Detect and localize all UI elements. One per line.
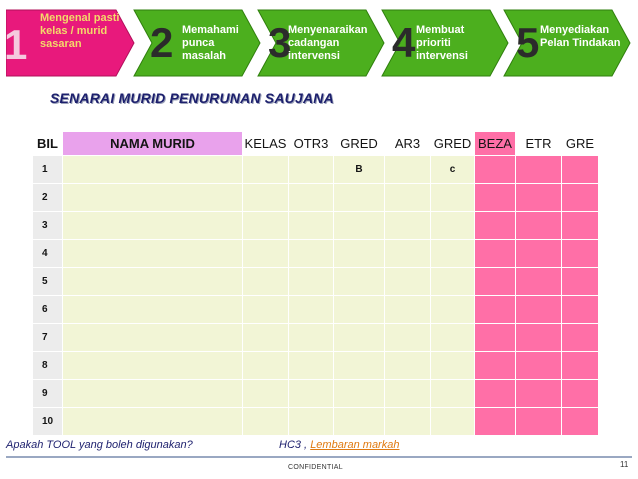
header-gre: GRE	[562, 132, 599, 156]
step-2-label: Memahami punca masalah	[182, 24, 239, 62]
table-row	[33, 240, 599, 268]
table-row	[33, 268, 599, 296]
step-3-label: Menyenaraikan cadangan intervensi	[288, 24, 368, 62]
header-otr3: OTR3	[289, 132, 334, 156]
table-header-row	[33, 132, 599, 156]
cell-gred-2[interactable]	[431, 268, 475, 296]
table-row	[33, 184, 599, 212]
cell-etr[interactable]	[516, 156, 562, 184]
cell-etr[interactable]	[516, 380, 562, 408]
cell-gred-1[interactable]	[334, 240, 385, 268]
cell-etr[interactable]	[516, 296, 562, 324]
header-nama-murid: NAMA MURID	[63, 132, 243, 156]
cell-gred-1[interactable]	[334, 296, 385, 324]
cell-kelas[interactable]	[243, 380, 289, 408]
cell-gred-2[interactable]	[431, 240, 475, 268]
cell-otr3[interactable]	[289, 184, 334, 212]
cell-bil: 4	[33, 240, 63, 268]
cell-etr[interactable]	[516, 408, 562, 436]
cell-otr3[interactable]	[289, 212, 334, 240]
tool-answer	[279, 439, 399, 451]
table-row	[33, 408, 599, 436]
cell-nama-murid[interactable]	[63, 296, 243, 324]
cell-nama-murid[interactable]	[63, 240, 243, 268]
step-2	[132, 8, 264, 78]
cell-gre[interactable]	[562, 380, 599, 408]
cell-kelas[interactable]	[243, 408, 289, 436]
cell-gre[interactable]	[562, 240, 599, 268]
header-ar3: AR3	[385, 132, 431, 156]
cell-gre[interactable]	[562, 156, 599, 184]
cell-gre[interactable]	[562, 324, 599, 352]
cell-nama-murid[interactable]	[63, 268, 243, 296]
header-gred-2: GRED	[431, 132, 475, 156]
footer-divider	[6, 456, 632, 458]
header-gred-1: GRED	[334, 132, 385, 156]
table-row	[33, 324, 599, 352]
step-1-number: 1	[4, 21, 28, 68]
cell-beza[interactable]	[475, 324, 516, 352]
tool-question: Apakah TOOL yang boleh digunakan?	[6, 439, 193, 451]
cell-ar3[interactable]	[385, 184, 431, 212]
cell-kelas[interactable]	[243, 212, 289, 240]
cell-nama-murid[interactable]	[63, 184, 243, 212]
cell-nama-murid[interactable]	[63, 324, 243, 352]
cell-kelas[interactable]	[243, 296, 289, 324]
step-4-label: Membuat prioriti intervensi	[416, 24, 468, 62]
cell-etr[interactable]	[516, 212, 562, 240]
cell-kelas[interactable]	[243, 240, 289, 268]
cell-beza[interactable]	[475, 380, 516, 408]
cell-beza[interactable]	[475, 352, 516, 380]
cell-gred-1[interactable]	[334, 212, 385, 240]
header-beza: BEZA	[475, 132, 516, 156]
cell-ar3[interactable]	[385, 324, 431, 352]
cell-gred-2[interactable]	[431, 184, 475, 212]
step-4	[380, 8, 512, 78]
cell-beza[interactable]	[475, 240, 516, 268]
process-steps	[6, 8, 634, 78]
cell-gre[interactable]	[562, 184, 599, 212]
cell-gred-1[interactable]	[334, 184, 385, 212]
confidential-label: CONFIDENTIAL	[288, 464, 343, 471]
cell-gred-2[interactable]: c	[431, 156, 475, 184]
step-2-number: 2	[150, 19, 174, 66]
cell-bil: 8	[33, 352, 63, 380]
cell-otr3[interactable]	[289, 324, 334, 352]
cell-bil: 7	[33, 324, 63, 352]
cell-ar3[interactable]	[385, 352, 431, 380]
cell-beza[interactable]	[475, 156, 516, 184]
cell-gred-1[interactable]	[334, 324, 385, 352]
step-4-number: 4	[392, 19, 416, 66]
table-row	[33, 296, 599, 324]
cell-gre[interactable]	[562, 296, 599, 324]
cell-kelas[interactable]	[243, 156, 289, 184]
cell-otr3[interactable]	[289, 240, 334, 268]
cell-bil: 6	[33, 296, 63, 324]
header-kelas: KELAS	[243, 132, 289, 156]
cell-kelas[interactable]	[243, 352, 289, 380]
cell-nama-murid[interactable]	[63, 212, 243, 240]
cell-bil: 1	[33, 156, 63, 184]
cell-nama-murid[interactable]	[63, 156, 243, 184]
cell-beza[interactable]	[475, 212, 516, 240]
cell-etr[interactable]	[516, 268, 562, 296]
cell-bil: 10	[33, 408, 63, 436]
cell-gred-2[interactable]	[431, 352, 475, 380]
section-title: SENARAI MURID PENURUNAN SAUJANA	[50, 90, 334, 106]
cell-ar3[interactable]	[385, 296, 431, 324]
tool-answer-prefix: HC3 ,	[279, 439, 311, 451]
cell-nama-murid[interactable]	[63, 408, 243, 436]
header-bil: BIL	[33, 132, 63, 156]
cell-gred-2[interactable]	[431, 212, 475, 240]
step-1-label: Mengenal pasti kelas / murid sasaran	[40, 12, 120, 50]
cell-bil: 3	[33, 212, 63, 240]
cell-ar3[interactable]	[385, 380, 431, 408]
cell-etr[interactable]	[516, 240, 562, 268]
cell-etr[interactable]	[516, 324, 562, 352]
header-etr: ETR	[516, 132, 562, 156]
cell-bil: 5	[33, 268, 63, 296]
cell-gre[interactable]	[562, 268, 599, 296]
cell-ar3[interactable]	[385, 240, 431, 268]
cell-gred-1[interactable]: B	[334, 156, 385, 184]
step-3	[256, 8, 388, 78]
step-5-number: 5	[516, 19, 540, 66]
cell-gre[interactable]	[562, 212, 599, 240]
cell-otr3[interactable]	[289, 268, 334, 296]
lembaran-markah-link[interactable]: Lembaran markah	[310, 439, 400, 451]
cell-beza[interactable]	[475, 296, 516, 324]
cell-otr3[interactable]	[289, 156, 334, 184]
cell-nama-murid[interactable]	[63, 352, 243, 380]
cell-gred-1[interactable]	[334, 352, 385, 380]
cell-beza[interactable]	[475, 268, 516, 296]
cell-otr3[interactable]	[289, 408, 334, 436]
cell-gre[interactable]	[562, 408, 599, 436]
cell-gred-2[interactable]	[431, 380, 475, 408]
cell-etr[interactable]	[516, 352, 562, 380]
cell-etr[interactable]	[516, 184, 562, 212]
cell-gred-1[interactable]	[334, 268, 385, 296]
table-row	[33, 352, 599, 380]
table-row	[33, 380, 599, 408]
cell-kelas[interactable]	[243, 324, 289, 352]
cell-bil: 2	[33, 184, 63, 212]
cell-nama-murid[interactable]	[63, 380, 243, 408]
page-number: 11	[620, 460, 629, 469]
cell-beza[interactable]	[475, 408, 516, 436]
cell-ar3[interactable]	[385, 212, 431, 240]
cell-gred-1[interactable]	[334, 380, 385, 408]
cell-otr3[interactable]	[289, 352, 334, 380]
cell-ar3[interactable]	[385, 408, 431, 436]
cell-gred-2[interactable]	[431, 296, 475, 324]
cell-kelas[interactable]	[243, 184, 289, 212]
cell-gred-2[interactable]	[431, 408, 475, 436]
table-row	[33, 156, 599, 184]
cell-gred-1[interactable]	[334, 408, 385, 436]
cell-kelas[interactable]	[243, 268, 289, 296]
cell-ar3[interactable]	[385, 156, 431, 184]
cell-gre[interactable]	[562, 352, 599, 380]
cell-gred-2[interactable]	[431, 324, 475, 352]
student-table	[32, 131, 599, 436]
step-5-label: Menyediakan Pelan Tindakan	[540, 24, 621, 49]
cell-beza[interactable]	[475, 184, 516, 212]
cell-bil: 9	[33, 380, 63, 408]
cell-otr3[interactable]	[289, 380, 334, 408]
table-row	[33, 212, 599, 240]
step-3-number: 3	[268, 19, 292, 66]
cell-ar3[interactable]	[385, 268, 431, 296]
cell-otr3[interactable]	[289, 296, 334, 324]
step-1	[6, 8, 138, 78]
step-5	[502, 8, 634, 78]
